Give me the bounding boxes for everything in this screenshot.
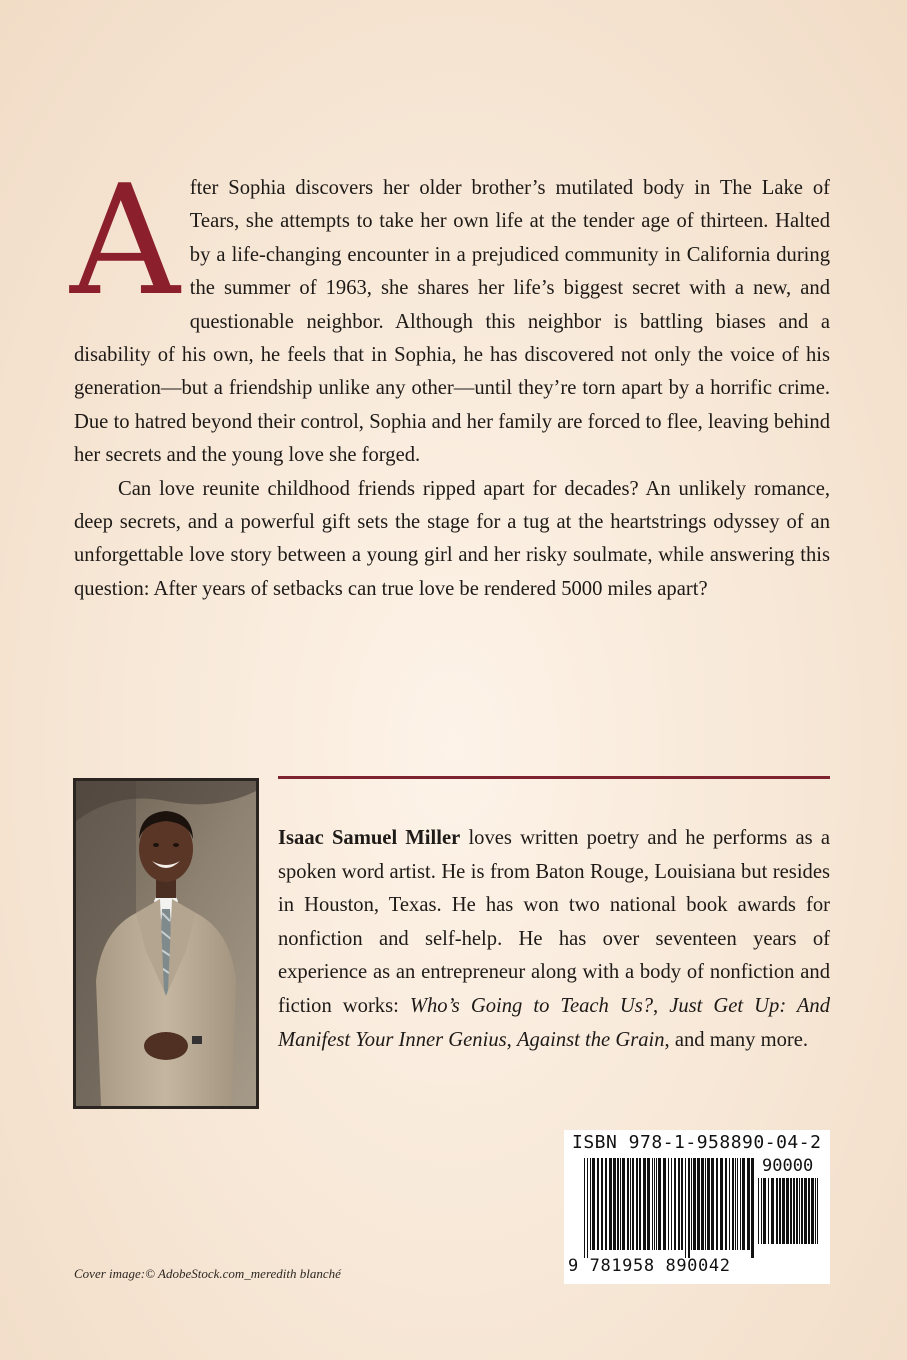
barcode-bar [725, 1158, 727, 1250]
barcode-bar [620, 1158, 621, 1250]
barcode-bar [705, 1158, 706, 1250]
ean-barcode-bars [584, 1158, 754, 1258]
bio-separator-2: , [506, 1028, 517, 1051]
barcode-bar [782, 1178, 785, 1244]
author-photo [73, 778, 259, 1109]
price-barcode-bars [758, 1178, 824, 1258]
barcode-bar [671, 1158, 672, 1250]
barcode-bar [685, 1158, 686, 1258]
barcode-bar [716, 1158, 718, 1250]
barcode-bar [729, 1158, 730, 1250]
barcode-bar [636, 1158, 638, 1250]
barcode-bar [751, 1158, 754, 1258]
blurb-paragraph-2: Can love reunite childhood friends ripped apart for decades? An unlikely romance, deep secrets, and a powerful gift sets the stage for a tug at the heartstrings odyssey of an unforgettable love story between a young girl and her risky soulmate, while answering this question: After years of setbacks can true love be rendered 5000 miles apart? [74, 477, 830, 600]
author-bio [278, 822, 830, 1057]
barcode-bar [647, 1158, 650, 1250]
barcode-bar [804, 1178, 807, 1244]
bio-separator-1: , [653, 994, 670, 1017]
barcode-bar [796, 1178, 798, 1244]
barcode-bar [771, 1178, 774, 1244]
cover-image-credit: Cover image:© AdobeStock.com_meredith blanché [74, 1266, 341, 1281]
barcode-bar [701, 1158, 704, 1250]
barcode-bar [817, 1178, 818, 1244]
barcode-bar [693, 1158, 696, 1250]
barcode-bar [732, 1158, 734, 1250]
barcode-bar [681, 1158, 683, 1250]
barcode-bar [747, 1158, 750, 1250]
book-title-1: Who’s Going to Teach Us? [409, 994, 654, 1017]
barcode-bar [688, 1158, 690, 1258]
barcode-bar [654, 1158, 655, 1250]
barcode-bar [776, 1178, 778, 1244]
barcode-bar [758, 1178, 759, 1244]
blurb-paragraph-1-text: fter Sophia discovers her older brother’s mutilated body in The Lake of Tears, she attempts to take her own life at the tender age of thirteen. Halted by a life-changing encounter in a prejudiced community in California during the summer of 1963, she shares her life’s biggest secret with a new, and questionable neighbor. Although this neighbor is battling biases and a disability of his own, he feels that in Sophia, he has discovered not only the voice of his generation—but a friendship unlike any other—until they’re torn apart by a horrific crime. Due to hatred beyond their control, Sophia and her family are forced to flee, leaving behind her secrets and the young love she forged. [74, 177, 830, 467]
bio-text: loves written poetry and he performs as a spoken word artist. He is from Baton Rouge, Louisiana but resides in Houston, Texas. He has won two national book awards for nonfiction and self-help. He has over seventeen years of experience as an entrepreneur along with a body of nonfiction and fiction works: [278, 827, 830, 1017]
barcode-bar [587, 1158, 588, 1258]
barcode-bar [697, 1158, 700, 1250]
barcode-bar [656, 1158, 657, 1250]
barcode-bar [678, 1158, 680, 1250]
barcode-bar [763, 1178, 766, 1244]
barcode-bar [622, 1158, 625, 1250]
author-portrait-illustration [76, 781, 256, 1106]
barcode-bar [663, 1158, 666, 1250]
barcode-bar [592, 1158, 595, 1250]
barcode-bar [590, 1158, 591, 1250]
barcode-bar [768, 1178, 769, 1244]
barcode-bar [617, 1158, 619, 1250]
drop-cap: A [70, 152, 180, 329]
barcode-bar [609, 1158, 612, 1250]
barcode-bar [601, 1158, 603, 1250]
barcode-bar [779, 1178, 781, 1244]
barcode-bar [799, 1178, 800, 1244]
barcode-bar [801, 1178, 803, 1244]
barcode-bar [711, 1158, 714, 1250]
divider-rule [278, 776, 830, 779]
barcode-bar [691, 1158, 692, 1250]
barcode-bar [761, 1178, 762, 1244]
barcode-bar [815, 1178, 816, 1244]
barcode-bar [737, 1158, 738, 1250]
ean-digits: 9 781958 890042 [568, 1256, 731, 1276]
price-code: 90000 [762, 1156, 814, 1176]
barcode-bar [627, 1158, 629, 1250]
barcode-bar [668, 1158, 669, 1250]
barcode-bar [584, 1158, 585, 1258]
barcode-bar [605, 1158, 607, 1250]
barcode-bar [674, 1158, 676, 1250]
back-cover-blurb [70, 152, 830, 606]
blurb-paragraph-1 [70, 152, 830, 473]
barcode-bar [597, 1158, 599, 1250]
author-name: Isaac Samuel Miller [278, 827, 461, 849]
bio-text-end: , and many more. [664, 1028, 809, 1051]
barcode-bar [658, 1158, 661, 1250]
barcode-bar [707, 1158, 710, 1250]
barcode-bar [639, 1158, 641, 1250]
barcode-bar [720, 1158, 723, 1250]
barcode-bar [811, 1178, 814, 1244]
barcode-bar [790, 1178, 792, 1244]
barcode-bar [742, 1158, 745, 1250]
barcode-bar [632, 1158, 634, 1250]
book-title-2: Just Get Up: And Manifest Your Inner Genius [278, 994, 830, 1051]
barcode-bar [630, 1158, 631, 1250]
barcode-bar [613, 1158, 616, 1250]
barcode-bar [808, 1178, 810, 1244]
barcode-bar [643, 1158, 646, 1250]
barcode-bar [793, 1178, 795, 1244]
barcode-bar [735, 1158, 736, 1250]
isbn-barcode [564, 1130, 830, 1284]
barcode-bar [786, 1178, 789, 1244]
book-title-3: Against the Grain [516, 1028, 665, 1051]
isbn-label: ISBN 978-1-958890-04-2 [572, 1132, 822, 1153]
barcode-bar [652, 1158, 653, 1250]
barcode-bar [740, 1158, 741, 1250]
